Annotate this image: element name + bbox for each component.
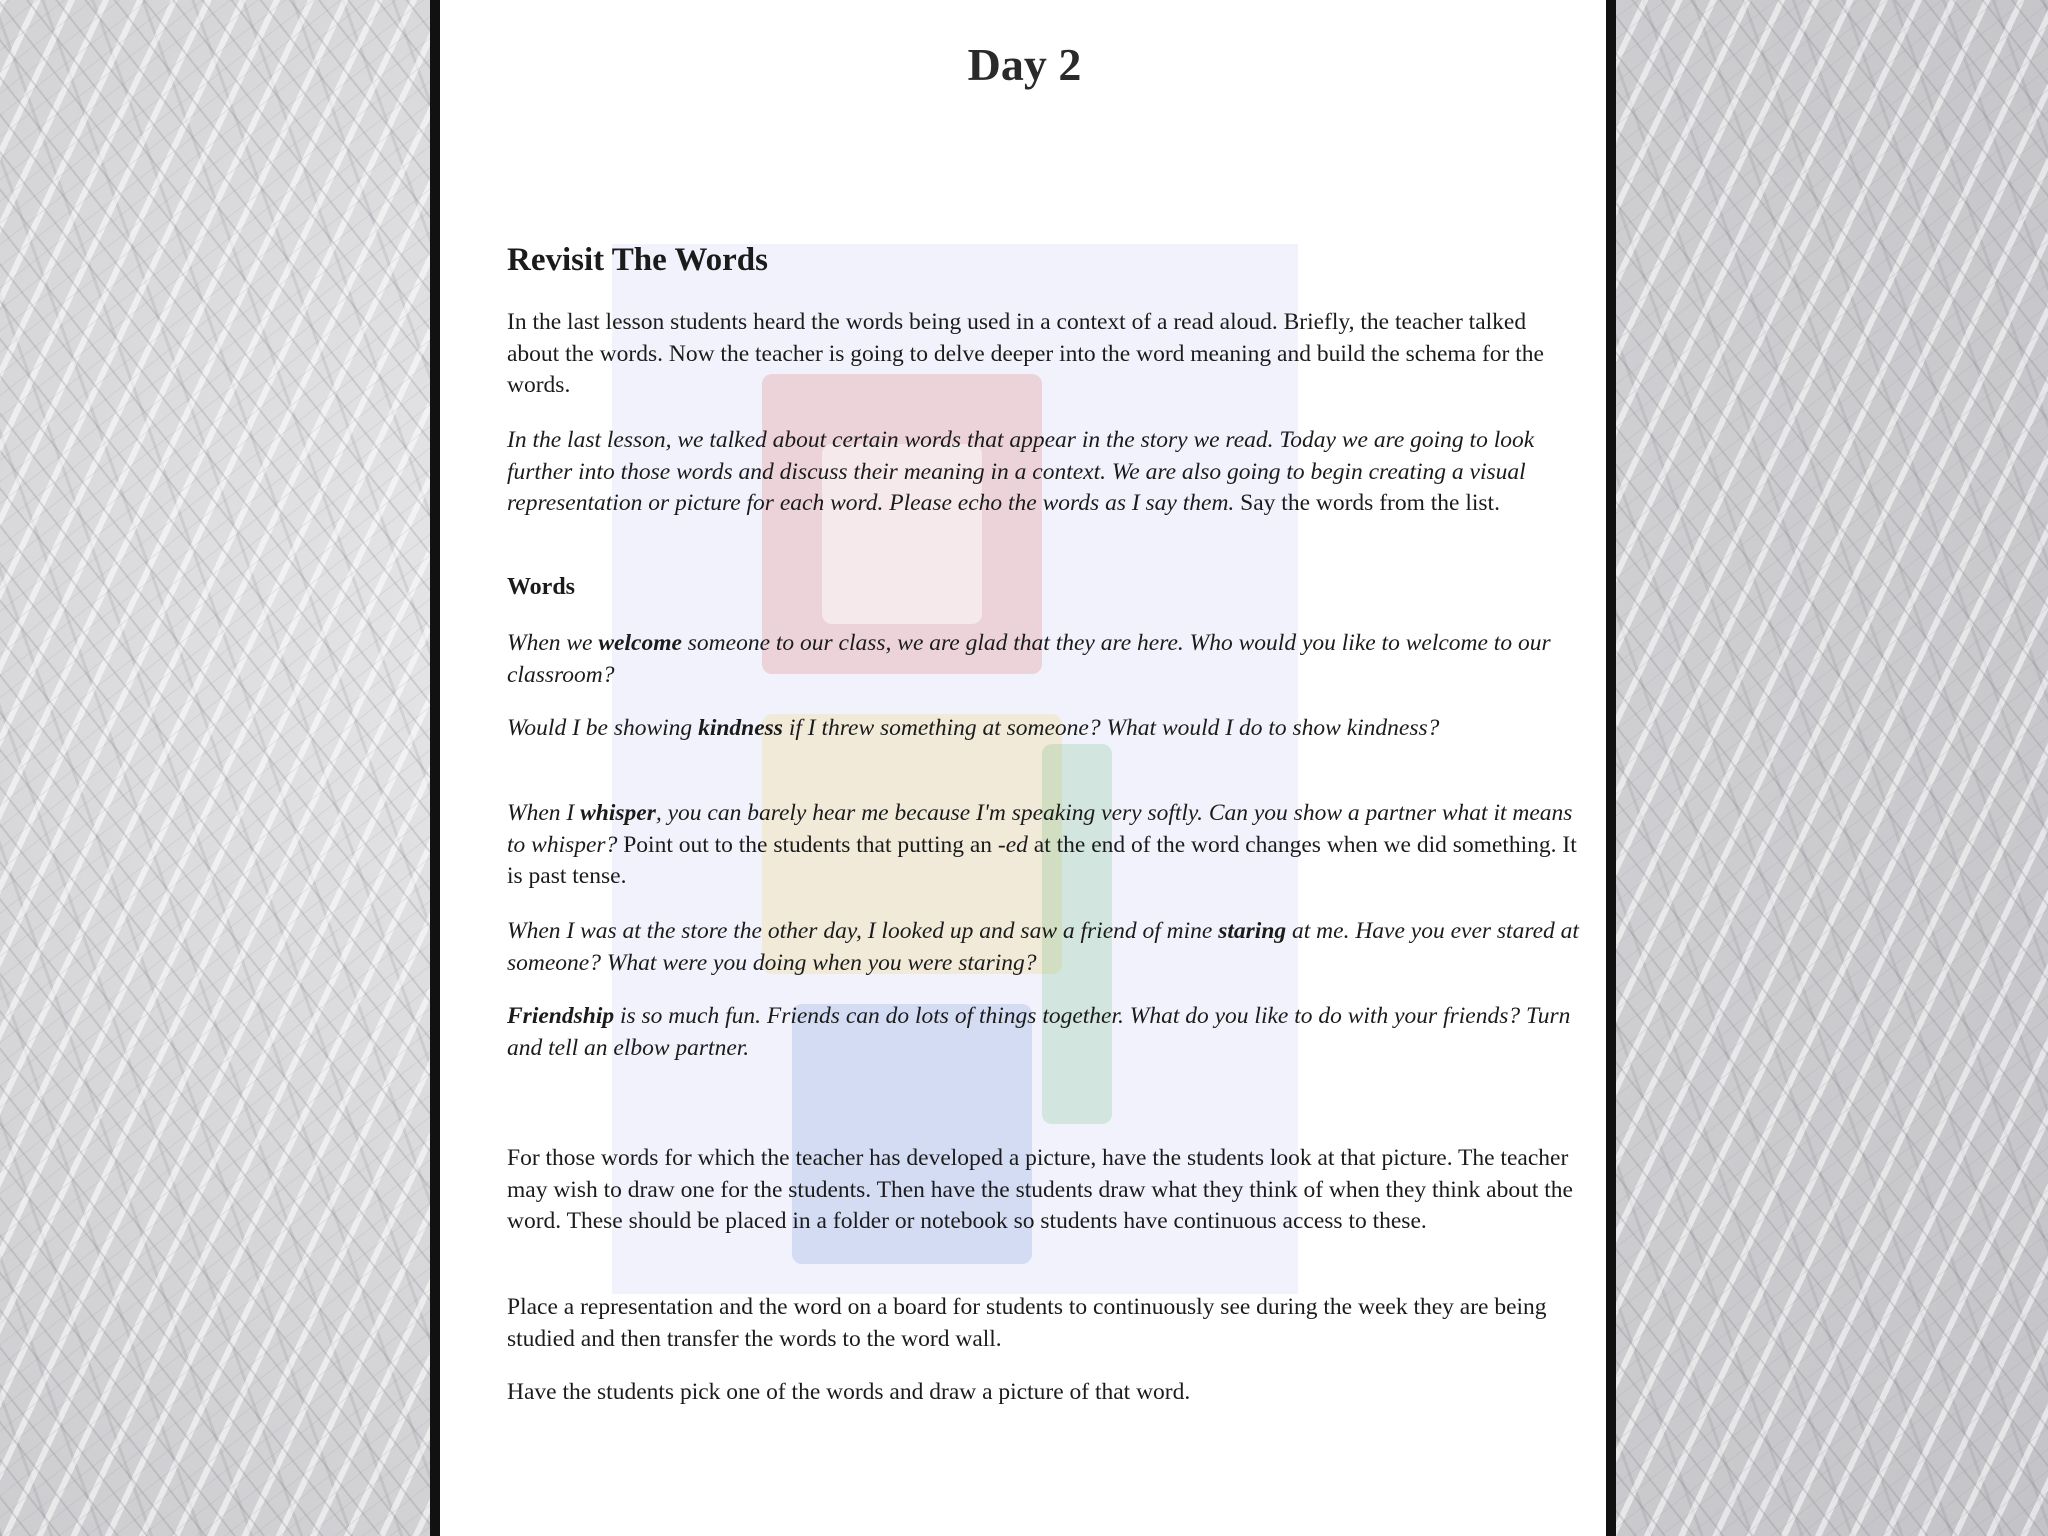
- vocab-word-welcome: welcome: [598, 630, 682, 656]
- kindness-paragraph: [507, 713, 1582, 745]
- teacher-script-paragraph: [507, 425, 1582, 520]
- whisper-post: , you can barely hear me because I'm speaking very softly. Can you show a partner what it means to whisper?: [507, 800, 1573, 858]
- whisper-note-2: at the end of the word changes when we did something. It is past tense.: [507, 831, 1577, 889]
- marble-background-right: [1616, 0, 2048, 1536]
- intro-paragraph: In the last lesson students heard the words being used in a context of a read aloud. Briefly, the teacher talked about the words. Now the teacher is going to delve deeper into the word meaning and build the schema for the words.: [507, 309, 1544, 398]
- page-title: Day 2: [967, 39, 1082, 90]
- script-italic-text: In the last lesson, we talked about certain words that appear in the story we read. Today we are going to look further into those words and discuss their meaning in a context. We are also going to begin creating a visual representation or picture for each word. Please echo the words as I say them.: [507, 427, 1535, 516]
- page-frame: [430, 0, 1616, 1536]
- kindness-post: if I threw something at someone? What would I do to show kindness?: [782, 715, 1440, 741]
- final-paragraph: Have the students pick one of the words and draw a picture of that word.: [507, 1379, 1191, 1405]
- words-heading: Words: [507, 574, 576, 600]
- staring-paragraph: [507, 916, 1582, 979]
- section-heading: Revisit The Words: [507, 242, 768, 278]
- marble-background-left: [0, 0, 430, 1536]
- background-watermark: [612, 244, 1298, 1294]
- welcome-paragraph: [507, 628, 1582, 691]
- script-plain-text: Say the words from the list.: [1234, 490, 1500, 516]
- friendship-post: is so much fun. Friends can do lots of things together. What do you like to do with your friends? Turn and tell an elbow partner.: [507, 1003, 1571, 1061]
- whisper-suffix: -ed: [997, 831, 1028, 858]
- staring-pre: When I was at the store the other day, I looked up and saw a friend of mine: [507, 918, 1219, 944]
- welcome-pre: When we: [507, 630, 599, 656]
- vocab-word-whisper: whisper: [580, 800, 656, 826]
- board-paragraph: Place a representation and the word on a board for students to continuously see during the week they are being studied and then transfer the words to the word wall.: [507, 1294, 1547, 1352]
- vocab-word-friendship: Friendship: [507, 1003, 615, 1029]
- vocab-word-staring: staring: [1218, 918, 1287, 944]
- whisper-pre: When I: [507, 800, 581, 826]
- vocab-word-kindness: kindness: [698, 715, 783, 741]
- whisper-paragraph: [507, 798, 1582, 893]
- whisper-note-1: Point out to the students that putting an: [617, 831, 998, 858]
- kindness-pre: Would I be showing: [507, 715, 699, 741]
- friendship-paragraph: [507, 1001, 1582, 1064]
- picture-paragraph: For those words for which the teacher has developed a picture, have the students look at that picture. The teacher may wish to draw one for the students. Then have the students draw what they think of when they think about the word. These should be placed in a folder or notebook so students have continuous access to these.: [507, 1145, 1573, 1234]
- staring-post: at me. Have you ever stared at someone? What were you doing when you were staring?: [507, 918, 1579, 976]
- welcome-post: someone to our class, we are glad that they are here. Who would you like to welcome to our classroom?: [507, 630, 1551, 688]
- document-page: [440, 0, 1606, 1536]
